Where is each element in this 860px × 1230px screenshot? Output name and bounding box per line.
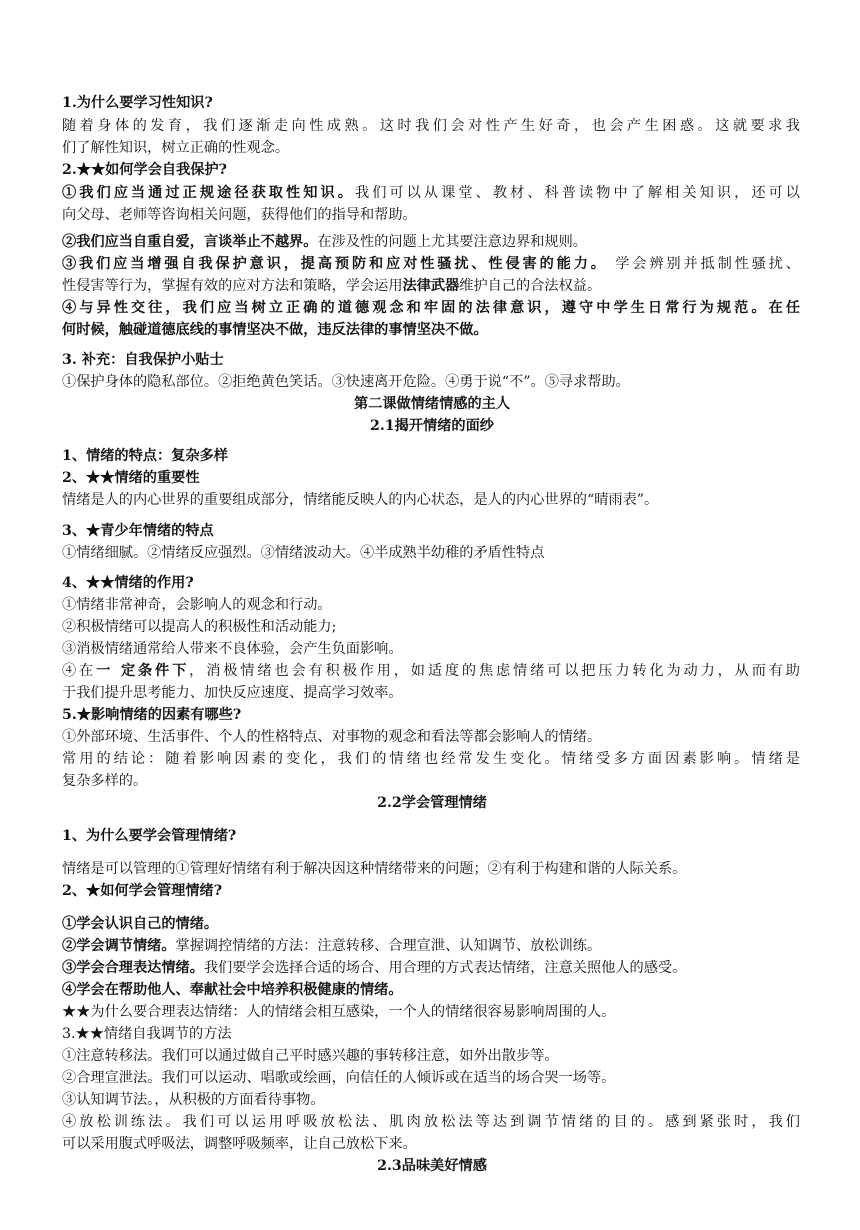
- lesson-title: 第二课做情绪情感的主人: [353, 396, 511, 412]
- paragraph-line: ④放松训练法。我们可以运用呼吸放松法、肌肉放松法等达到调节情绪的目的。感到紧张时，我们: [62, 1114, 800, 1130]
- paragraph-line: ①保护身体的隐私部位。②拒绝黄色笑话。③快速离开危险。④勇于说“不”。⑤寻求帮助。: [62, 374, 630, 390]
- paragraph-line: ②积极情绪可以提高人的积极性和活动能力;: [62, 619, 337, 635]
- paragraph-line: 向父母、老师等咨询相关问题，获得他们的指导和帮助。: [62, 207, 417, 223]
- point-2: ②学会调节情绪。掌握调控情绪的方法：注意转移、合理宣泄、认知调节、放松训练。: [62, 938, 602, 954]
- point-4: ④与异性交往，我们应当树立正确的道德观念和牢固的法律意识，遵守中学生日常行为规范。在任: [62, 300, 800, 316]
- paragraph-line: 们了解性知识，树立正确的性观念。: [62, 140, 290, 156]
- subheading: 5.★影响情绪的因素有哪些?: [62, 707, 242, 723]
- subheading: 1、为什么要学会管理情绪?: [62, 828, 237, 844]
- paragraph-line: ③认知调节法。，从积极的方面看待事物。: [62, 1092, 325, 1108]
- subheading: 4、★★情绪的作用?: [62, 575, 194, 591]
- paragraph-line: 常用的结论：随着影响因素的变化，我们的情绪也经常发生变化。情绪受多方面因素影响。情绪是: [62, 751, 800, 767]
- subheading: 2、★★情绪的重要性: [62, 470, 200, 486]
- paragraph-line: 于我们提升思考能力、加快反应速度、提高学习效率。: [62, 685, 403, 701]
- paragraph-line: ①情绪细腻。②情绪反应强烈。③情绪波动大。④半成熟半幼稚的矛盾性特点: [62, 545, 545, 561]
- paragraph-line: 情绪是可以管理的①管理好情绪有利于解决因这种情绪带来的问题；②有利于构建和谐的人际关系。: [62, 861, 687, 877]
- paragraph-line: ①情绪非常神奇，会影响人的观念和行动。: [62, 597, 332, 613]
- subheading: 3.★★情绪自我调节的方法: [62, 1026, 232, 1042]
- point-4: ④学会在帮助他人、奉献社会中培养积极健康的情绪。: [62, 982, 403, 998]
- paragraph-line: ★★为什么要合理表达情绪：人的情绪会相互感染，一个人的情绪很容易影响周围的人。: [62, 1004, 616, 1020]
- paragraph-line: 性侵害等行为，掌握有效的应对方法和策略，学会运用法律武器维护自己的合法权益。: [62, 278, 602, 294]
- subheading: 3、★青少年情绪的特点: [62, 523, 214, 539]
- subheading: 1、情绪的特点：复杂多样: [62, 448, 228, 464]
- point-3: ③学会合理表达情绪。我们要学会选择合适的场合、用合理的方式表达情绪，注意关照他人的感受。: [62, 960, 687, 976]
- supplement-heading: 3. 补充：自我保护小贴士: [62, 352, 224, 368]
- question-heading-1: 1.为什么要学习性知识?: [62, 95, 213, 111]
- point-3: ③我们应当增强自我保护意识，提高预防和应对性骚扰、性侵害的能力。 学会辨别并抵制性骚扰、: [62, 256, 800, 272]
- paragraph-line: 可以采用腹式呼吸法，调整呼吸频率，让自己放松下来。: [62, 1136, 417, 1152]
- subheading: 2、★如何学会管理情绪?: [62, 883, 223, 899]
- paragraph-line: ①注意转移法。我们可以通过做自己平时感兴趣的事转移注意，如外出散步等。: [62, 1048, 559, 1064]
- paragraph-line: 何时候，触碰道德底线的事情坚决不做，违反法律的事情坚决不做。: [62, 322, 488, 338]
- question-heading-2: 2.★★如何学会自我保护?: [62, 162, 227, 178]
- section-title: 2.1揭开情绪的面纱: [370, 418, 494, 434]
- paragraph-line: 随着身体的发育，我们逐渐走向性成熟。这时我们会对性产生好奇，也会产生困惑。这就要求我: [62, 118, 800, 134]
- paragraph-line: ①外部环境、生活事件、个人的性格特点、对事物的观念和看法等都会影响人的情绪。: [62, 729, 602, 745]
- point-1: ①我们应当通过正规途径获取性知识。我们可以从课堂、教材、科普读物中了解相关知识，还可以: [62, 185, 800, 201]
- section-title: 2.2学会管理情绪: [377, 795, 487, 811]
- point-1: ①学会认识自己的情绪。: [62, 916, 219, 932]
- paragraph-line: ③消极情绪通常给人带来不良体验，会产生负面影响。: [62, 641, 403, 657]
- paragraph-line: 情绪是人的内心世界的重要组成部分，情绪能反映人的内心状态，是人的内心世界的“晴雨表”。: [62, 492, 659, 508]
- paragraph-line: 复杂多样的。: [62, 773, 148, 789]
- paragraph-line: ④在一 定条件下，消极情绪也会有积极作用，如适度的焦虑情绪可以把压力转化为动力，从而有助: [62, 663, 800, 679]
- paragraph-line: ②合理宣泄法。我们可以运动、唱歌或绘画，向信任的人倾诉或在适当的场合哭一场等。: [62, 1070, 616, 1086]
- point-2: ②我们应当自重自爱，言谈举止不越界。在涉及性的问题上尤其要注意边界和规则。: [62, 234, 587, 250]
- section-title: 2.3品味美好情感: [377, 1158, 487, 1174]
